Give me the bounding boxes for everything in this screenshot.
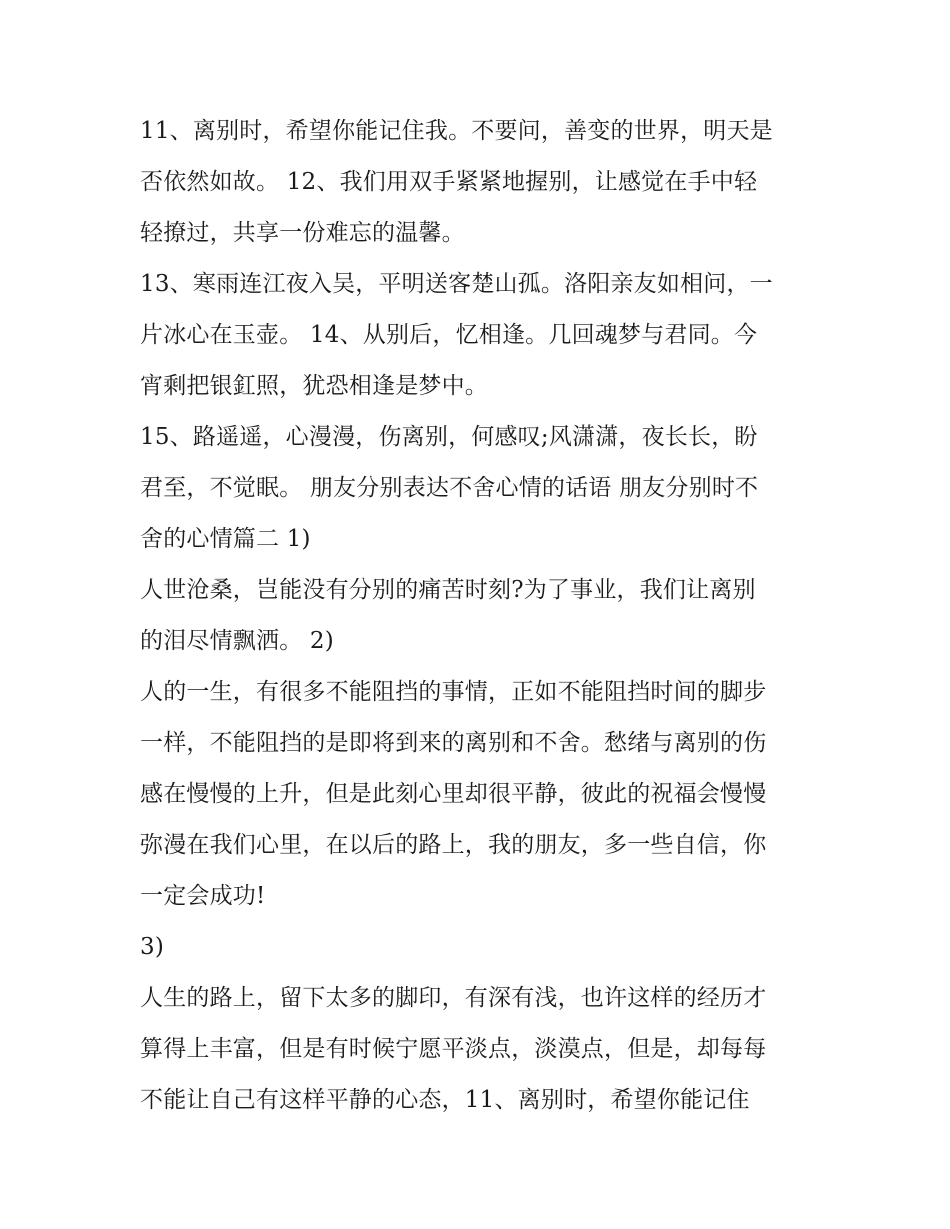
text-line: 人生的路上，留下太多的脚印，有深有浅，也许这样的经历才	[140, 985, 767, 1011]
body-text	[140, 106, 820, 1126]
text-line: 舍的心情篇二 1)	[140, 526, 311, 552]
text-line: 11、离别时，希望你能记住我。不要问，善变的世界，明天是	[140, 118, 773, 144]
text-line: 人世沧桑，岂能没有分别的痛苦时刻?为了事业，我们让离别	[140, 577, 756, 603]
text-line: 宵剩把银釭照，犹恐相逢是梦中。	[140, 373, 488, 399]
text-line: 一样，不能阻挡的是即将到来的离别和不舍。愁绪与离别的伤	[140, 730, 767, 756]
text-line: 算得上丰富，但是有时候宁愿平淡点，淡漠点，但是，却每每	[140, 1036, 767, 1062]
text-line: 否依然如故。 12、我们用双手紧紧地握别，让感觉在手中轻	[140, 169, 758, 195]
text-line: 不能让自己有这样平静的心态，11、离别时，希望你能记住	[140, 1087, 750, 1113]
text-line: 的泪尽情飘洒。 2)	[140, 628, 334, 654]
text-line: 君至，不觉眠。 朋友分别表达不舍心情的话语 朋友分别时不	[140, 475, 759, 501]
text-line: 3)	[140, 934, 165, 960]
text-line: 一定会成功!	[140, 883, 266, 909]
text-line: 15、路遥遥，心漫漫，伤离别，何感叹;风潇潇，夜长长，盼	[140, 424, 758, 450]
text-line: 片冰心在玉壶。 14、从别后，忆相逢。几回魂梦与君同。今	[140, 322, 758, 348]
text-line: 感在慢慢的上升，但是此刻心里却很平静，彼此的祝福会慢慢	[140, 781, 767, 807]
text-line: 13、寒雨连江夜入吴，平明送客楚山孤。洛阳亲友如相问，一	[140, 271, 773, 297]
text-line: 弥漫在我们心里，在以后的路上，我的朋友，多一些自信，你	[140, 832, 767, 858]
text-line: 人的一生，有很多不能阻挡的事情，正如不能阻挡时间的脚步	[140, 679, 767, 705]
text-line: 轻撩过，共享一份难忘的温馨。	[140, 220, 465, 246]
